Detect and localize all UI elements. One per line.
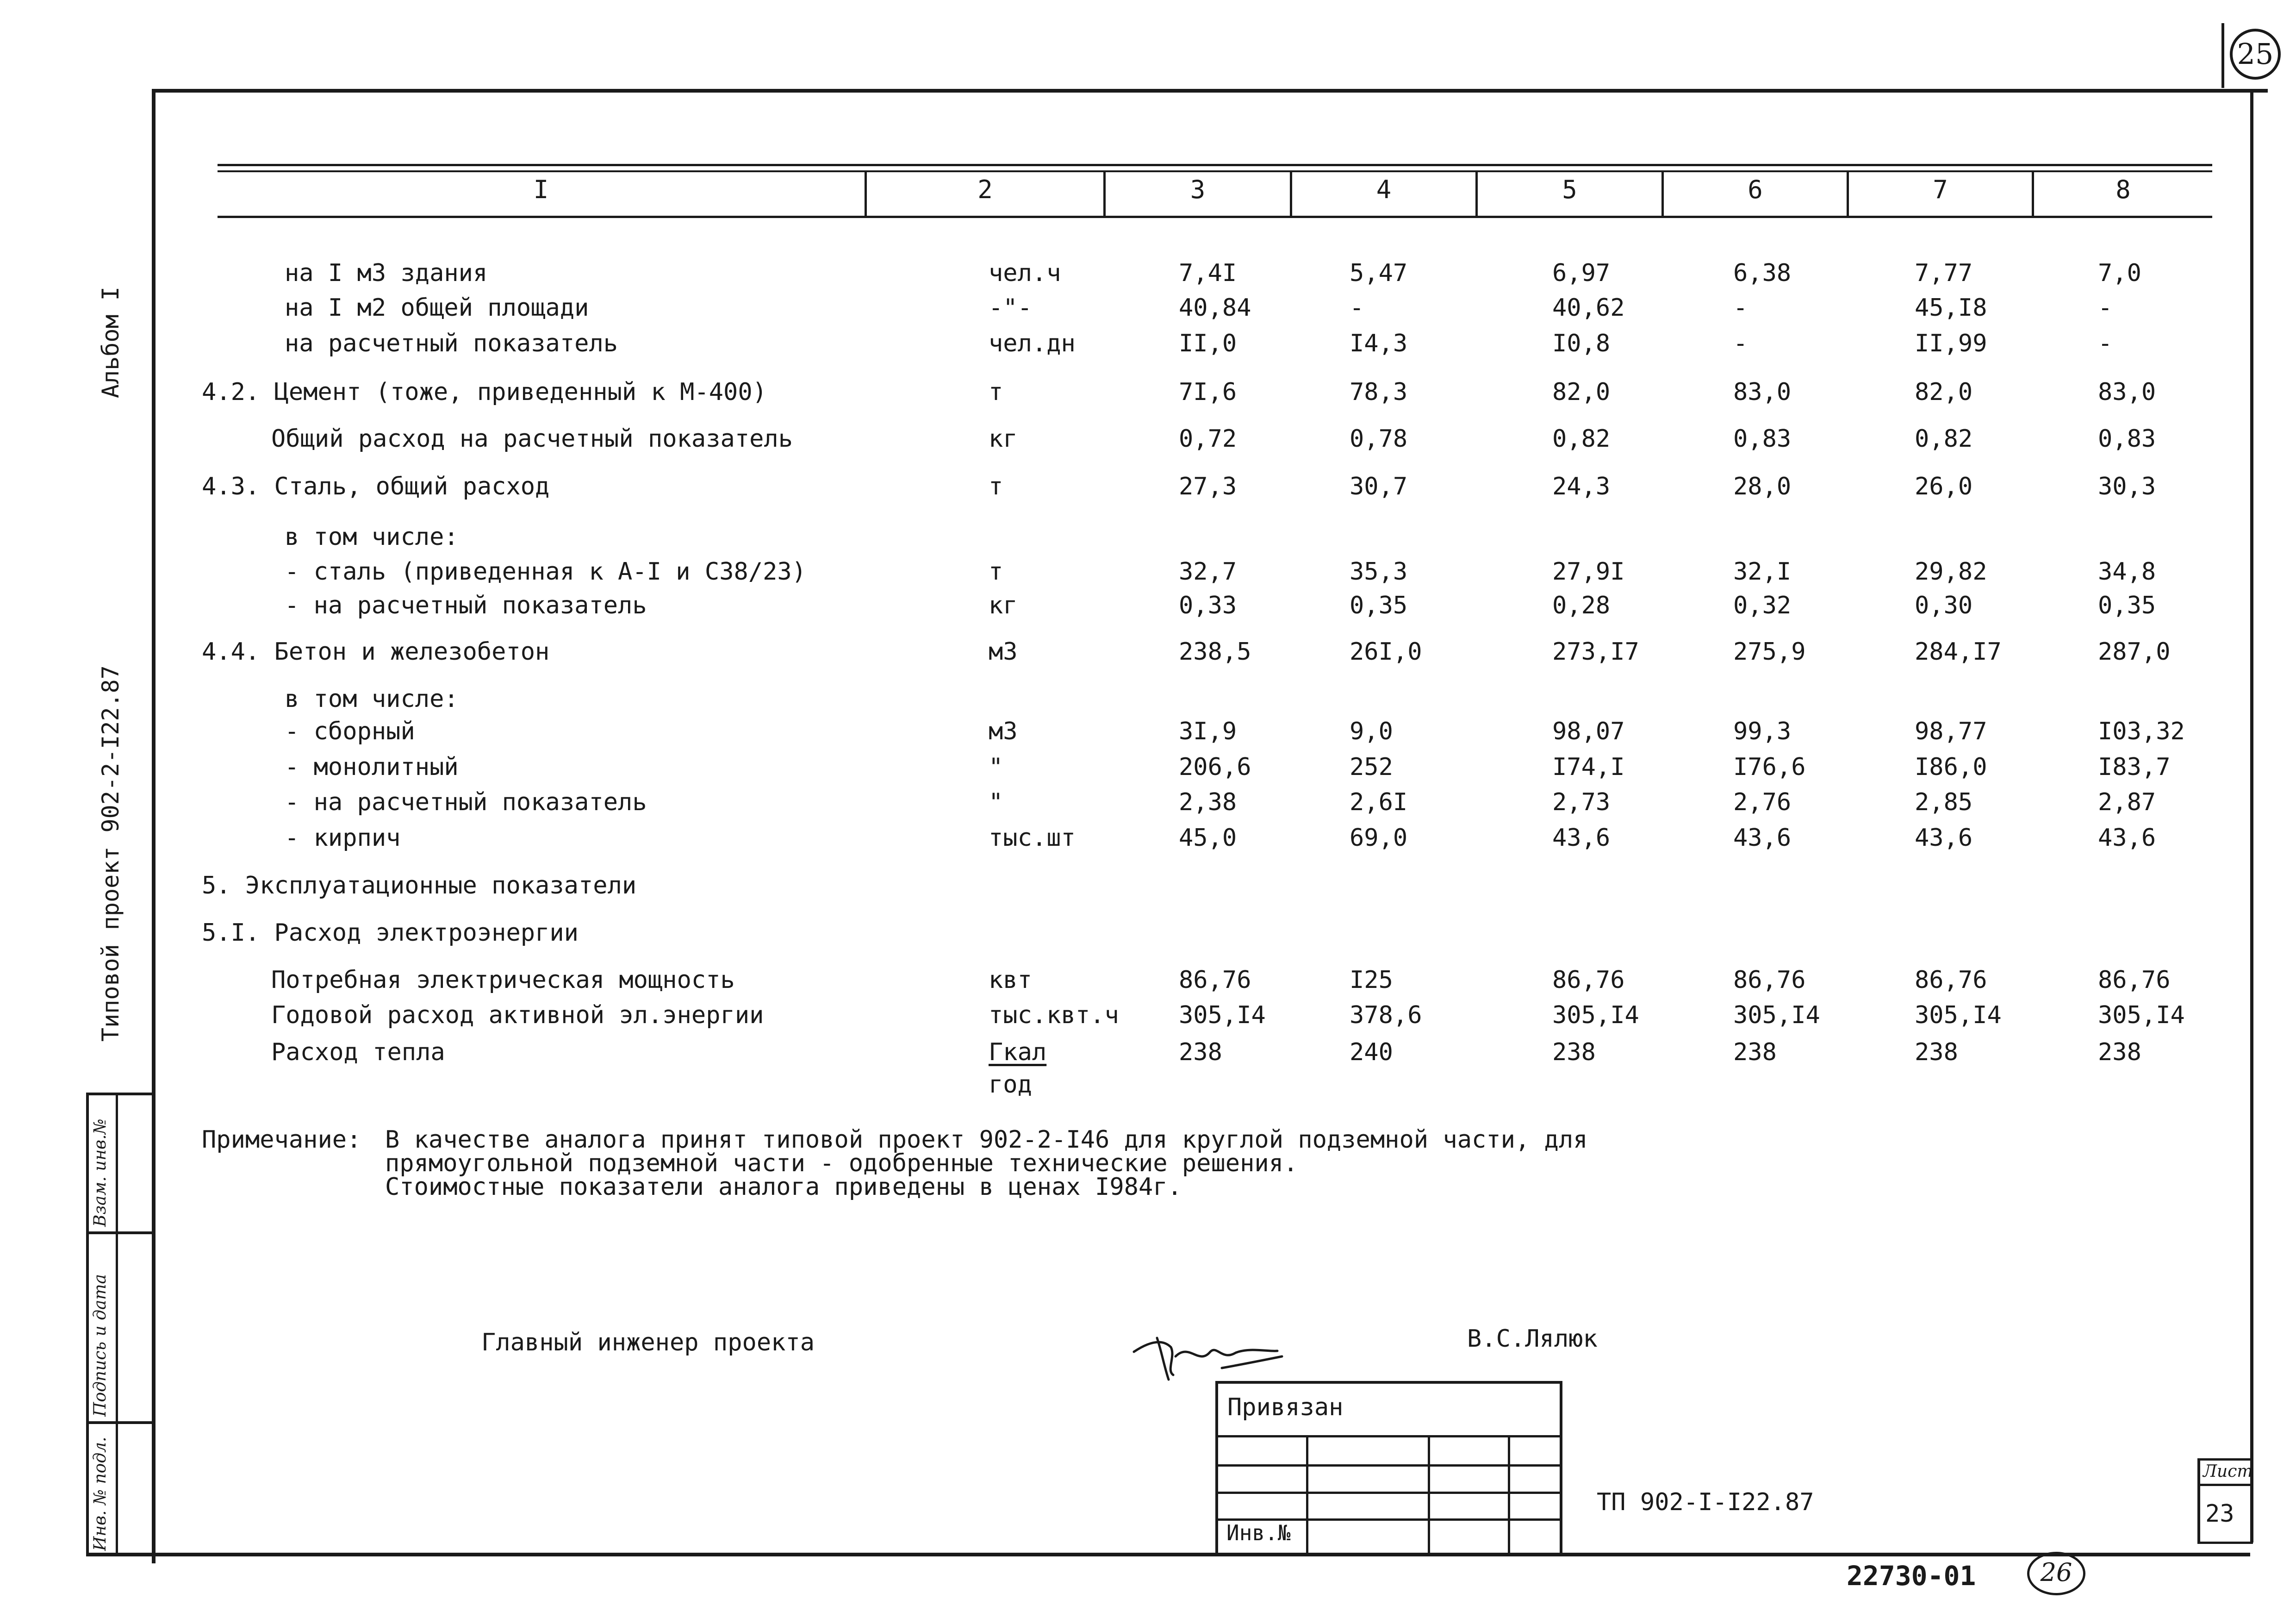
row-value-col-8: 86,76 (2098, 966, 2171, 994)
row-value-col-7: 284,I7 (1915, 638, 2002, 666)
row-value-col-8: I03,32 (2098, 718, 2185, 745)
frame-top (153, 89, 2268, 93)
row-value-col-6: 305,I4 (1733, 1001, 1820, 1029)
album-label: Альбом I (97, 287, 124, 398)
row-value-col-6: 83,0 (1733, 378, 1792, 406)
row-label: - монолитный (285, 753, 459, 781)
note-label: Примечание: (202, 1126, 361, 1154)
row-value-col-3: 238,5 (1179, 638, 1251, 666)
row-value-col-3: II,0 (1179, 330, 1237, 357)
row-value-col-4: 26I,0 (1350, 638, 1422, 666)
row-unit: кг (989, 425, 1018, 453)
row-value-col-3: 3I,9 (1179, 718, 1237, 745)
tb-col-1 (1306, 1435, 1308, 1555)
row-value-col-5: 40,62 (1552, 294, 1625, 322)
row-value-col-8: 0,83 (2098, 425, 2156, 453)
row-label: на расчетный показатель (285, 330, 618, 357)
row-value-col-7: 0,30 (1915, 592, 1973, 619)
title-block-inv: Инв.№ (1226, 1520, 1291, 1545)
row-label: на I м3 здания (285, 259, 488, 287)
row-unit: квт (989, 966, 1032, 994)
row-unit: " (989, 788, 1003, 816)
row-value-col-5: 273,I7 (1552, 638, 1639, 666)
row-value-col-3: 305,I4 (1179, 1001, 1266, 1029)
row-value-col-7: 238 (1915, 1038, 1958, 1066)
row-value-col-8: 305,I4 (2098, 1001, 2185, 1029)
header-col-1: I (533, 175, 549, 204)
row-value-col-8: 83,0 (2098, 378, 2156, 406)
row-value-col-8: 2,87 (2098, 788, 2156, 816)
row-value-col-3: 32,7 (1179, 558, 1237, 586)
stamp-mid-line (116, 1093, 118, 1555)
row-value-col-5: 0,28 (1552, 592, 1611, 619)
header-col-2: 2 (977, 175, 993, 204)
sheet-number-circle (2230, 29, 2281, 80)
row-value-col-3: 45,0 (1179, 824, 1237, 852)
row-label: - на расчетный показатель (285, 788, 647, 816)
row-value-col-6: 0,83 (1733, 425, 1792, 453)
signature-role: Главный инженер проекта (481, 1329, 815, 1356)
row-label: на I м2 общей площади (285, 294, 589, 322)
stamp-left-line (86, 1093, 89, 1555)
tb-left (1215, 1381, 1218, 1555)
row-unit: кг (989, 592, 1018, 619)
row-value-col-7: 43,6 (1915, 824, 1973, 852)
stamp-inv-original: Инв. № подл. (91, 1437, 110, 1551)
row-value-col-8: 238 (2098, 1038, 2141, 1066)
row-value-col-6: - (1733, 294, 1748, 322)
row-label: - сборный (285, 718, 415, 745)
row-value-col-8: 7,0 (2098, 259, 2141, 287)
note-line-2: прямоугольной подземной части - одобренные технические решения. (385, 1149, 1298, 1177)
row-value-col-6: 6,38 (1733, 259, 1792, 287)
tb-right (1560, 1381, 1562, 1555)
row-value-col-3: 238 (1179, 1038, 1222, 1066)
row-unit: чел.ч (989, 259, 1061, 287)
doc-code: ТП 902-I-I22.87 (1597, 1488, 1814, 1516)
note-line-3: Стоимостные показатели аналога приведены в ценах I984г. (385, 1173, 1182, 1201)
row-value-col-8: 34,8 (2098, 558, 2156, 586)
row-value-col-5: 238 (1552, 1038, 1596, 1066)
row-value-col-4: 5,47 (1350, 259, 1408, 287)
row-value-col-8: - (2098, 330, 2113, 357)
row-value-col-7: 98,77 (1915, 718, 1987, 745)
row-value-col-3: 2,38 (1179, 788, 1237, 816)
row-value-col-4: 35,3 (1350, 558, 1408, 586)
row-value-col-5: 27,9I (1552, 558, 1625, 586)
row-label: в том числе: (285, 523, 459, 551)
sheet-box-left (2197, 1458, 2200, 1544)
row-value-col-4: 0,78 (1350, 425, 1408, 453)
row-value-col-3: 7I,6 (1179, 378, 1237, 406)
row-value-col-3: 7,4I (1179, 259, 1237, 287)
sheet-box-bottom (2197, 1542, 2253, 1544)
row-unit: чел.дн (989, 330, 1076, 357)
row-value-col-4: 252 (1350, 753, 1393, 781)
row-value-col-4: 0,35 (1350, 592, 1408, 619)
sheet-number-top: 25 (2237, 37, 2274, 71)
row-value-col-3: 40,84 (1179, 294, 1251, 322)
row-value-col-7: I86,0 (1915, 753, 1987, 781)
row-label: - сталь (приведенная к А-I и С38/23) (285, 558, 807, 586)
row-value-col-3: 0,72 (1179, 425, 1237, 453)
row-unit-denominator: год (989, 1071, 1032, 1099)
row-value-col-5: 86,76 (1552, 966, 1625, 994)
row-value-col-5: 6,97 (1552, 259, 1611, 287)
row-value-col-7: 26,0 (1915, 473, 1973, 500)
row-value-col-3: 206,6 (1179, 753, 1251, 781)
stamp-right-line (153, 1093, 156, 1555)
row-label: Расход тепла (271, 1038, 445, 1066)
row-value-col-3: 0,33 (1179, 592, 1237, 619)
header-col-3: 3 (1190, 175, 1206, 204)
row-value-col-5: 2,73 (1552, 788, 1611, 816)
tb-col-2 (1428, 1435, 1430, 1555)
row-value-col-4: - (1350, 294, 1364, 322)
row-value-col-8: 287,0 (2098, 638, 2171, 666)
row-value-col-5: I74,I (1552, 753, 1625, 781)
row-unit: т (989, 378, 1003, 406)
row-value-col-8: 0,35 (2098, 592, 2156, 619)
tb-top (1215, 1381, 1562, 1384)
handwritten-signature-icon (1129, 1324, 1287, 1384)
row-value-col-7: 7,77 (1915, 259, 1973, 287)
project-label: Типовой проект 902-2-I22.87 (97, 665, 124, 1042)
row-unit: т (989, 558, 1003, 586)
row-label: в том числе: (285, 685, 459, 713)
row-value-col-6: 32,I (1733, 558, 1792, 586)
row-unit: Гкал (989, 1038, 1047, 1066)
table-header-bottom (218, 216, 2212, 218)
header-col-8: 8 (2116, 175, 2131, 204)
row-unit: -"- (989, 294, 1032, 322)
page-number: 26 (2040, 1558, 2072, 1587)
row-unit: " (989, 753, 1003, 781)
frame-right (2250, 89, 2253, 1543)
row-value-col-7: 45,I8 (1915, 294, 1987, 322)
row-value-col-5: I0,8 (1552, 330, 1611, 357)
row-value-col-5: 305,I4 (1552, 1001, 1639, 1029)
row-label: 4.2. Цемент (тоже, приведенный к М-400) (202, 378, 767, 406)
tb-col-3 (1508, 1435, 1510, 1555)
order-number: 22730-01 (1847, 1560, 1976, 1592)
title-block-bound: Привязан (1227, 1393, 1344, 1421)
row-value-col-6: - (1733, 330, 1748, 357)
row-value-col-6: I76,6 (1733, 753, 1806, 781)
row-value-col-4: 9,0 (1350, 718, 1393, 745)
table-top-line-1 (218, 164, 2212, 166)
sheet-box-mid (2197, 1484, 2253, 1486)
row-value-col-7: 0,82 (1915, 425, 1973, 453)
row-unit: м3 (989, 718, 1018, 745)
row-value-col-4: I25 (1350, 966, 1393, 994)
row-value-col-6: 86,76 (1733, 966, 1806, 994)
row-value-col-4: I4,3 (1350, 330, 1408, 357)
row-value-col-7: 86,76 (1915, 966, 1987, 994)
signature-name: В.С.Лялюк (1467, 1325, 1598, 1353)
row-label: 5. Эксплуатационные показатели (202, 872, 637, 899)
row-value-col-6: 0,32 (1733, 592, 1792, 619)
stamp-divider-2 (86, 1421, 156, 1424)
row-value-col-7: 305,I4 (1915, 1001, 2002, 1029)
row-value-col-5: 98,07 (1552, 718, 1625, 745)
header-col-7: 7 (1933, 175, 1948, 204)
row-unit: тыс.шт (989, 824, 1076, 852)
header-col-4: 4 (1376, 175, 1392, 204)
row-unit: м3 (989, 638, 1018, 666)
tb-row-2 (1215, 1464, 1562, 1467)
row-label: 4.4. Бетон и железобетон (202, 638, 550, 666)
tb-row-3 (1215, 1492, 1562, 1494)
row-value-col-4: 69,0 (1350, 824, 1408, 852)
stamp-signature-date: Подпись и дата (91, 1274, 110, 1417)
table-top-line-2 (218, 170, 2212, 172)
row-value-col-7: 82,0 (1915, 378, 1973, 406)
sheet-number: 23 (2205, 1500, 2234, 1528)
row-unit: т (989, 473, 1003, 500)
row-label: - на расчетный показатель (285, 592, 647, 619)
row-value-col-5: 43,6 (1552, 824, 1611, 852)
row-unit: тыс.квт.ч (989, 1001, 1119, 1029)
stamp-inv-replace: Взам. инв.№ (91, 1118, 110, 1227)
row-value-col-4: 2,6I (1350, 788, 1408, 816)
row-value-col-6: 238 (1733, 1038, 1777, 1066)
row-value-col-7: II,99 (1915, 330, 1987, 357)
row-value-col-6: 28,0 (1733, 473, 1792, 500)
row-label: 4.3. Сталь, общий расход (202, 473, 550, 500)
note-line-1: В качестве аналога принят типовой проект 902-2-I46 для круглой подземной части, для (385, 1126, 1588, 1154)
header-col-5: 5 (1562, 175, 1577, 204)
header-col-6: 6 (1748, 175, 1763, 204)
row-value-col-6: 99,3 (1733, 718, 1792, 745)
row-value-col-4: 378,6 (1350, 1001, 1422, 1029)
sheet-label: Лист (2203, 1462, 2253, 1481)
tb-row-1 (1215, 1435, 1562, 1437)
page-number-circle (2027, 1552, 2085, 1595)
row-value-col-3: 86,76 (1179, 966, 1251, 994)
row-value-col-4: 78,3 (1350, 378, 1408, 406)
row-value-col-7: 29,82 (1915, 558, 1987, 586)
row-value-col-6: 43,6 (1733, 824, 1792, 852)
row-value-col-6: 2,76 (1733, 788, 1792, 816)
row-value-col-8: I83,7 (2098, 753, 2171, 781)
row-value-col-4: 30,7 (1350, 473, 1408, 500)
row-value-col-7: 2,85 (1915, 788, 1973, 816)
row-label: 5.I. Расход электроэнергии (202, 919, 579, 947)
top-right-divider (2221, 23, 2224, 88)
stamp-divider-1 (86, 1231, 156, 1234)
frame-bottom (86, 1553, 2250, 1556)
row-value-col-6: 275,9 (1733, 638, 1806, 666)
row-label: Годовой расход активной эл.энергии (271, 1001, 764, 1029)
stamp-top-line (86, 1093, 156, 1095)
row-label: Потребная электрическая мощность (271, 966, 735, 994)
row-value-col-5: 82,0 (1552, 378, 1611, 406)
row-value-col-8: - (2098, 294, 2113, 322)
row-value-col-4: 240 (1350, 1038, 1393, 1066)
row-value-col-8: 43,6 (2098, 824, 2156, 852)
row-value-col-5: 0,82 (1552, 425, 1611, 453)
row-value-col-8: 30,3 (2098, 473, 2156, 500)
row-value-col-3: 27,3 (1179, 473, 1237, 500)
row-label: Общий расход на расчетный показатель (271, 425, 793, 453)
row-label: - кирпич (285, 824, 401, 852)
row-value-col-5: 24,3 (1552, 473, 1611, 500)
